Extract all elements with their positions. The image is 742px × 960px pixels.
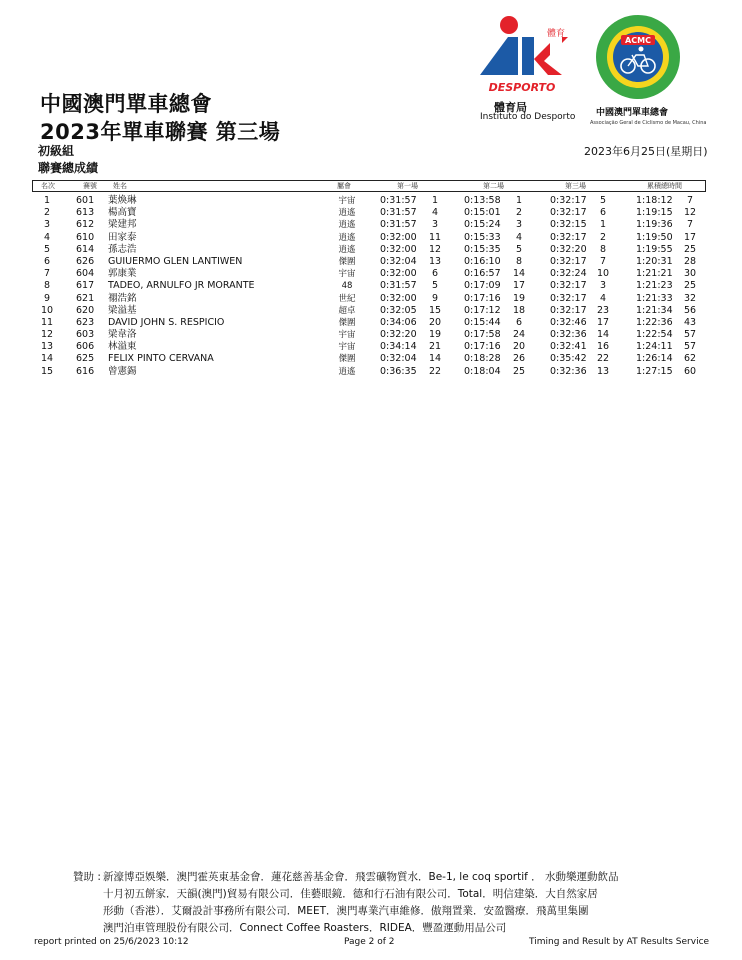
stage1-rank-cell: 20 [428,316,442,328]
bib-cell: 625 [76,353,95,365]
rank-cell: 10 [40,304,54,316]
total-rank-cell: 60 [683,365,697,377]
team-cell: 世紀 [338,293,356,304]
header-stage2: 第二場 [483,182,504,190]
stage2-time-cell: 0:15:01 [464,207,501,219]
stage2-time-cell: 0:18:28 [464,353,501,365]
stage1-rank-cell: 1 [431,195,439,206]
total-rank-cell: 25 [683,243,697,255]
stage2-rank-cell: 20 [512,341,526,353]
sport-bureau-vertical-text: 體育 [546,29,566,39]
stage2-time-cell: 0:17:12 [464,304,501,316]
sponsor-line: 新濠博亞娛樂．澳門霍英東基金會．蓮花慈善基金會．飛雲礦物質水．Be-1, le coq sportif ． 水動樂運動飲品 [103,871,619,883]
page-number: Page 2 of 2 [344,937,395,947]
stage3-rank-cell: 10 [596,268,610,280]
table-row [32,232,704,244]
total-rank-cell: 7 [686,219,694,231]
stage3-rank-cell: 6 [599,207,607,219]
sponsor-line: 澳門泊車管理股份有限公司．Connect Coffee Roasters．RIDEA．豐盈運動用品公司 [103,922,507,934]
stage2-rank-cell: 2 [515,207,523,219]
stage1-time-cell: 0:32:04 [380,353,417,365]
stage3-rank-cell: 5 [599,195,607,206]
bib-cell: 610 [76,231,95,243]
total-time-cell: 1:19:55 [636,243,673,255]
table-row [32,219,704,231]
name-cell: 梁建邦 [108,219,137,231]
stage3-rank-cell: 13 [596,365,610,377]
sponsor-line: 十月初五餅家．天韻(澳門)貿易有限公司．佳藝眼鏡．德和行石油有限公司．Total．明信建築．大自然家居 [103,888,598,900]
event-date: 2023年6月25日(星期日) [584,145,708,158]
name-cell: 楊高寶 [108,207,137,219]
stage3-rank-cell: 16 [596,341,610,353]
stage1-time-cell: 0:31:57 [380,195,417,206]
total-rank-cell: 30 [683,268,697,280]
stage3-time-cell: 0:32:17 [550,304,587,316]
stage1-rank-cell: 3 [431,219,439,231]
bib-cell: 614 [76,243,95,255]
bib-cell: 603 [76,329,95,341]
acmc-badge-text: ACMC [625,36,651,45]
team-cell: 傑圍 [338,354,356,365]
total-time-cell: 1:22:54 [636,329,673,341]
rank-cell: 12 [40,329,54,341]
rank-cell: 4 [43,231,51,243]
stage3-rank-cell: 1 [599,219,607,231]
team-cell: 超卓 [338,305,356,316]
total-rank-cell: 57 [683,341,697,353]
stage2-rank-cell: 17 [512,280,526,292]
team-cell: 宇宙 [338,342,356,353]
stage1-rank-cell: 14 [428,353,442,365]
total-time-cell: 1:26:14 [636,353,673,365]
stage2-time-cell: 0:18:04 [464,365,501,377]
name-cell: FELIX PINTO CERVANA [108,353,214,365]
rank-cell: 15 [40,365,54,377]
stage2-time-cell: 0:16:10 [464,255,501,267]
stage2-rank-cell: 25 [512,365,526,377]
stage1-rank-cell: 22 [428,365,442,377]
stage1-rank-cell: 9 [431,292,439,304]
team-cell: 傑圍 [338,317,356,328]
timing-credit: Timing and Result by AT Results Service [529,937,710,947]
name-cell: 梁溢基 [108,304,137,316]
stage3-time-cell: 0:32:17 [550,280,587,292]
name-cell: 孫志浩 [108,243,137,255]
table-row [32,366,704,378]
stage3-time-cell: 0:35:42 [550,353,587,365]
stage1-time-cell: 0:34:06 [380,316,417,328]
rank-cell: 7 [43,268,51,280]
bib-cell: 613 [76,207,95,219]
team-cell: 傑圍 [338,256,356,267]
bib-cell: 620 [76,304,95,316]
team-cell: 48 [341,281,353,292]
stage1-time-cell: 0:32:04 [380,255,417,267]
stage3-time-cell: 0:32:24 [550,268,587,280]
stage3-rank-cell: 2 [599,231,607,243]
total-time-cell: 1:19:15 [636,207,673,219]
bib-cell: 623 [76,316,95,328]
stage1-time-cell: 0:32:00 [380,292,417,304]
table-row [32,244,704,256]
bib-cell: 617 [76,280,95,292]
stage1-rank-cell: 6 [431,268,439,280]
stage2-time-cell: 0:15:33 [464,231,501,243]
stage1-time-cell: 0:32:20 [380,329,417,341]
table-row [32,280,704,292]
header-team: 屬會 [337,182,351,190]
stage2-rank-cell: 24 [512,329,526,341]
table-row [32,317,704,329]
acmc-emblem-icon [588,13,688,103]
sport-bureau-subtitle: Instituto do Desporto [480,112,576,122]
rank-cell: 3 [43,219,51,231]
stage3-rank-cell: 17 [596,316,610,328]
desporto-emblem-icon [478,15,578,99]
team-cell: 宇宙 [338,196,356,206]
stage1-rank-cell: 21 [428,341,442,353]
stage3-time-cell: 0:32:17 [550,195,587,206]
results-subtitle: 聯賽總成績 [38,161,99,175]
team-cell: 逍遙 [338,232,356,243]
total-time-cell: 1:27:15 [636,365,673,377]
total-time-cell: 1:19:36 [636,219,673,231]
stage3-time-cell: 0:32:15 [550,219,587,231]
stage1-rank-cell: 19 [428,329,442,341]
bib-cell: 601 [76,195,95,206]
total-time-cell: 1:22:36 [636,316,673,328]
table-row [32,256,704,268]
total-rank-cell: 32 [683,292,697,304]
stage1-rank-cell: 5 [431,280,439,292]
stage1-rank-cell: 15 [428,304,442,316]
total-time-cell: 1:21:33 [636,292,673,304]
header-stage3: 第三場 [565,182,586,190]
name-cell: TADEO, ARNULFO JR MORANTE [108,280,255,292]
total-rank-cell: 7 [686,195,694,206]
header-bib: 賽號 [83,182,97,190]
stage2-rank-cell: 5 [515,243,523,255]
stage1-time-cell: 0:31:57 [380,219,417,231]
table-header [32,180,706,192]
team-cell: 宇宙 [338,330,356,341]
name-cell: 禤浩銘 [108,292,137,304]
rank-cell: 11 [40,316,54,328]
table-row [32,268,704,280]
stage3-time-cell: 0:32:17 [550,231,587,243]
stage3-time-cell: 0:32:46 [550,316,587,328]
stage1-time-cell: 0:34:14 [380,341,417,353]
total-rank-cell: 25 [683,280,697,292]
stage1-time-cell: 0:31:57 [380,280,417,292]
table-row [32,195,704,207]
stage3-rank-cell: 22 [596,353,610,365]
stage2-rank-cell: 18 [512,304,526,316]
total-time-cell: 1:19:50 [636,231,673,243]
stage2-time-cell: 0:17:09 [464,280,501,292]
event-title: 2023年單車聯賽 第三場 [40,120,281,144]
stage2-rank-cell: 1 [515,195,523,206]
desporto-brand-text: DESPORTO [488,81,556,94]
stage2-rank-cell: 4 [515,231,523,243]
team-cell: 逍遙 [338,208,356,219]
stage1-rank-cell: 4 [431,207,439,219]
bib-cell: 626 [76,255,95,267]
stage1-rank-cell: 11 [428,231,442,243]
acmc-subtitle: Associação Geral de Ciclismo de Macau, China [590,120,707,126]
acmc-logo [588,13,707,133]
stage3-rank-cell: 14 [596,329,610,341]
stage3-time-cell: 0:32:41 [550,341,587,353]
bib-cell: 612 [76,219,95,231]
total-rank-cell: 43 [683,316,697,328]
total-rank-cell: 12 [683,207,697,219]
stage3-time-cell: 0:32:36 [550,365,587,377]
stage2-rank-cell: 6 [515,316,523,328]
sport-bureau-name: 體育局 [494,101,527,114]
rank-cell: 13 [40,341,54,353]
total-time-cell: 1:24:11 [636,341,673,353]
print-timestamp: report printed on 25/6/2023 10:12 [34,937,189,947]
name-cell: DAVID JOHN S. RESPICIO [108,316,225,328]
sponsor-list [103,869,703,937]
stage3-time-cell: 0:32:17 [550,292,587,304]
total-rank-cell: 17 [683,231,697,243]
category-label: 初級組 [38,144,75,158]
total-rank-cell: 56 [683,304,697,316]
stage2-rank-cell: 3 [515,219,523,231]
name-cell: 曾憲錫 [108,365,137,377]
total-time-cell: 1:21:23 [636,280,673,292]
stage3-rank-cell: 7 [599,255,607,267]
team-cell: 逍遙 [338,366,356,377]
team-cell: 宇宙 [338,269,356,280]
stage2-rank-cell: 8 [515,255,523,267]
stage2-rank-cell: 26 [512,353,526,365]
rank-cell: 5 [43,243,51,255]
stage2-time-cell: 0:17:16 [464,292,501,304]
stage1-time-cell: 0:36:35 [380,365,417,377]
rank-cell: 2 [43,207,51,219]
name-cell: 林溢東 [108,341,137,353]
rank-cell: 14 [40,353,54,365]
stage2-time-cell: 0:15:44 [464,316,501,328]
name-cell: 田家泰 [108,231,137,243]
stage2-time-cell: 0:15:24 [464,219,501,231]
acmc-name: 中國澳門單車總會 [596,108,669,118]
results-table [32,195,704,378]
header-name: 姓名 [113,182,127,190]
stage3-rank-cell: 23 [596,304,610,316]
name-cell: 葉煥琳 [108,195,137,206]
stage2-time-cell: 0:15:35 [464,243,501,255]
stage2-rank-cell: 14 [512,268,526,280]
table-row [32,207,704,219]
table-row [32,341,704,353]
stage2-time-cell: 0:17:58 [464,329,501,341]
stage3-time-cell: 0:32:20 [550,243,587,255]
stage3-rank-cell: 3 [599,280,607,292]
stage1-time-cell: 0:32:00 [380,231,417,243]
table-row [32,305,704,317]
total-time-cell: 1:20:31 [636,255,673,267]
bib-cell: 606 [76,341,95,353]
team-cell: 逍遙 [338,244,356,255]
stage3-time-cell: 0:32:17 [550,207,587,219]
total-rank-cell: 57 [683,329,697,341]
total-rank-cell: 28 [683,255,697,267]
rank-cell: 6 [43,255,51,267]
bib-cell: 621 [76,292,95,304]
header-stage1: 第一場 [397,182,418,190]
table-row [32,353,704,365]
rank-cell: 9 [43,292,51,304]
stage2-time-cell: 0:17:16 [464,341,501,353]
header-total: 累積總時間 [647,182,682,190]
sponsor-label: 贊助 : [73,871,101,883]
name-cell: 梁韋洛 [108,329,137,341]
total-time-cell: 1:18:12 [636,195,673,206]
name-cell: 郭康業 [108,268,137,280]
stage1-rank-cell: 12 [428,243,442,255]
sponsor-line: 形動（香港）．艾爾設計事務所有限公司．MEET．澳門專業汽車維修．傲翔置業．安盈醫療．飛萬里集團 [103,905,589,917]
total-time-cell: 1:21:34 [636,304,673,316]
total-rank-cell: 62 [683,353,697,365]
table-row [32,329,704,341]
team-cell: 逍遙 [338,220,356,231]
stage2-time-cell: 0:13:58 [464,195,501,206]
stage1-time-cell: 0:31:57 [380,207,417,219]
rank-cell: 8 [43,280,51,292]
total-time-cell: 1:21:21 [636,268,673,280]
header-rank: 名次 [41,182,55,190]
stage3-rank-cell: 4 [599,292,607,304]
stage1-time-cell: 0:32:05 [380,304,417,316]
stage3-time-cell: 0:32:36 [550,329,587,341]
stage3-time-cell: 0:32:17 [550,255,587,267]
stage1-rank-cell: 13 [428,255,442,267]
sport-bureau-logo [478,15,578,125]
stage1-time-cell: 0:32:00 [380,243,417,255]
table-row [32,293,704,305]
stage3-rank-cell: 8 [599,243,607,255]
stage1-time-cell: 0:32:00 [380,268,417,280]
name-cell: GUIUERMO GLEN LANTIWEN [108,255,243,267]
bib-cell: 616 [76,365,95,377]
stage2-rank-cell: 19 [512,292,526,304]
bib-cell: 604 [76,268,95,280]
page-title: 中國澳門單車總會 [40,92,212,116]
stage2-time-cell: 0:16:57 [464,268,501,280]
rank-cell: 1 [43,195,51,206]
